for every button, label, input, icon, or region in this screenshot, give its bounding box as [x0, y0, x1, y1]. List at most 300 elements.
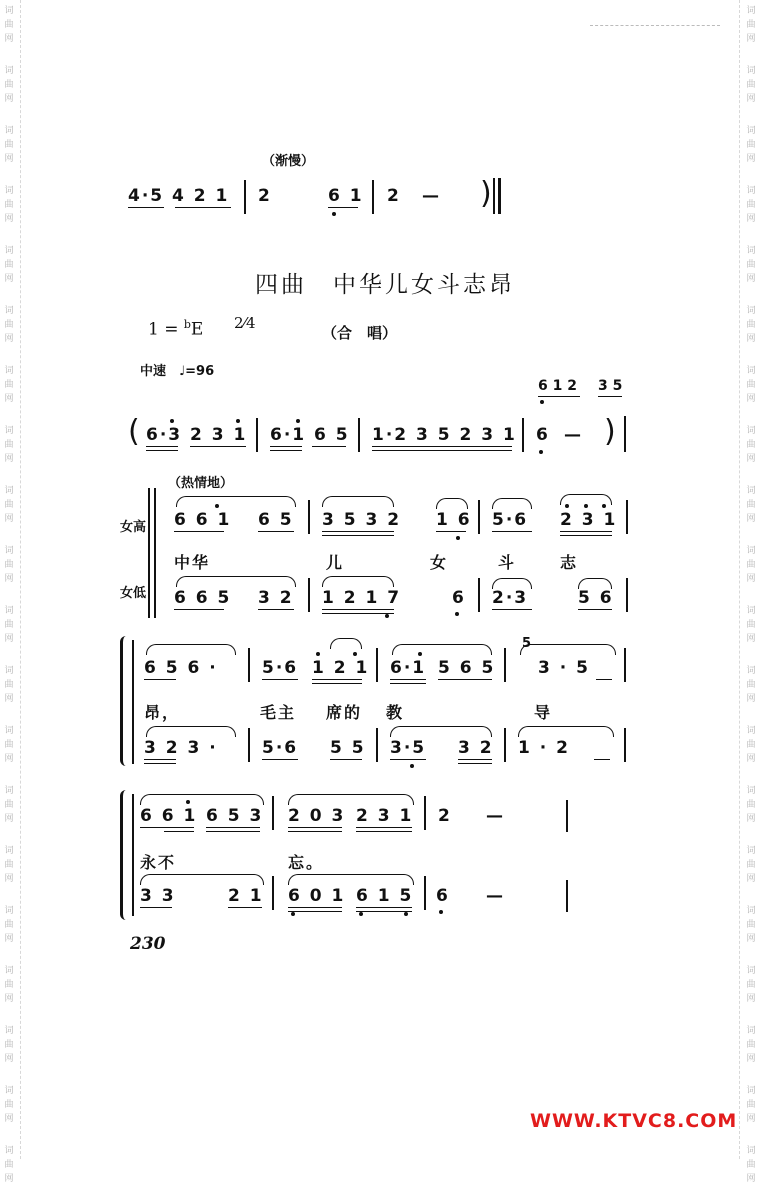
beam [270, 450, 302, 451]
time-signature: 2⁄4 [234, 314, 256, 332]
barline [248, 728, 250, 762]
tempo-indication: 中速 ♩=96 [140, 364, 215, 379]
watermark-char: 曲 [4, 200, 14, 210]
high-octave-dot [236, 419, 240, 423]
watermark-char: 曲 [4, 140, 14, 150]
watermark-char: 词 [746, 546, 756, 556]
beam [390, 683, 426, 684]
beam [288, 831, 342, 832]
s1-lower-2: 3 2 [258, 588, 294, 608]
beam [228, 907, 262, 908]
watermark-char: 曲 [4, 980, 14, 990]
beam [322, 531, 394, 532]
high-octave-dot [296, 419, 300, 423]
watermark-char: 词 [746, 426, 756, 436]
watermark-char: 网 [4, 94, 14, 104]
watermark-char: 曲 [4, 1160, 14, 1170]
s1-upper-3: 3 5 3 2 [322, 510, 402, 530]
watermark-char: 网 [746, 514, 756, 524]
watermark-char: 词 [746, 966, 756, 976]
tempo-mark: （渐慢） [262, 154, 315, 169]
watermark-char: 词 [746, 666, 756, 676]
watermark-char: 网 [4, 814, 14, 824]
beam [174, 531, 224, 532]
low-octave-dot [332, 212, 336, 216]
watermark-char: 曲 [4, 80, 14, 90]
beam [322, 609, 394, 610]
beam [560, 535, 612, 536]
page-number: 230 [130, 934, 166, 954]
watermark-char: 网 [746, 454, 756, 464]
barline [566, 800, 568, 832]
watermark-char: 词 [4, 666, 14, 676]
beam [390, 759, 426, 760]
beam [288, 911, 342, 912]
beam [146, 446, 178, 447]
beam [270, 446, 302, 447]
barline [424, 876, 426, 910]
beam [312, 679, 362, 680]
watermark-char: 词 [4, 1086, 14, 1096]
s2-upper-5: 5 6 5 [438, 658, 496, 678]
watermark-char: 词 [746, 1086, 756, 1096]
barline [244, 180, 246, 214]
watermark-char: 词 [746, 126, 756, 136]
high-octave-dot [584, 504, 588, 508]
watermark-char: 网 [746, 994, 756, 1004]
s3-lower-2: 2 1 [228, 886, 264, 906]
high-octave-dot [353, 652, 357, 656]
s2-upper-3: 1 2 1 [312, 658, 370, 678]
intro-line-m1: 6·3 2 3 1 [146, 425, 248, 445]
slur [288, 874, 414, 885]
dash: — [486, 886, 505, 906]
s2-lower-1: 3 2 3 · [144, 738, 218, 758]
beam [312, 683, 362, 684]
watermark-char: 词 [4, 186, 14, 196]
beam [322, 613, 394, 614]
beam [140, 827, 194, 828]
intro-measure-2: 2 [258, 186, 272, 206]
beam [258, 609, 294, 610]
s1-lower-4: 6 [452, 588, 466, 608]
beam [330, 759, 362, 760]
watermark-char: 词 [4, 966, 14, 976]
watermark-char: 网 [746, 754, 756, 764]
s3-upper-2: 6 5 3 [206, 806, 264, 826]
watermark-char: 曲 [4, 860, 14, 870]
pickup-notes-a: 6 1 2 [538, 378, 577, 394]
watermark-char: 网 [746, 694, 756, 704]
watermark-char: 曲 [746, 560, 756, 570]
beam [262, 759, 298, 760]
top-scan-line [590, 25, 720, 26]
s1-upper-6: 2 3 1 [560, 510, 618, 530]
watermark-char: 词 [746, 726, 756, 736]
beam [356, 831, 412, 832]
barline [308, 500, 310, 534]
s3-upper-4: 2 3 1 [356, 806, 414, 826]
system-bracket [132, 794, 134, 916]
beam [390, 679, 426, 680]
expression-mark: （热情地） [168, 476, 234, 491]
lyric: 志 [560, 553, 579, 572]
dash: — [486, 806, 505, 826]
beam [492, 531, 532, 532]
watermark-char: 曲 [746, 440, 756, 450]
right-watermark-column [744, 0, 758, 1184]
system-bracket [132, 640, 134, 764]
barline [424, 796, 426, 830]
lyric: 导 [534, 703, 553, 722]
beam [146, 450, 178, 451]
intro-measure-1: 4·5 4 2 1 [128, 186, 230, 206]
beam [288, 827, 342, 828]
watermark-char: 词 [4, 246, 14, 256]
barline [308, 578, 310, 612]
beam [560, 531, 612, 532]
high-octave-dot [170, 419, 174, 423]
watermark-char: 网 [746, 214, 756, 224]
barline [566, 880, 568, 912]
high-octave-dot [215, 504, 219, 508]
intro-line-m2: 6·1 6 5 [270, 425, 350, 445]
watermark-char: 网 [746, 574, 756, 584]
watermark-char: 词 [4, 606, 14, 616]
watermark-char: 曲 [746, 140, 756, 150]
watermark-char: 曲 [746, 620, 756, 630]
barline [504, 728, 506, 762]
beam [372, 450, 512, 451]
s3-lower-3: 6 0 1 [288, 886, 346, 906]
watermark-char: 网 [746, 814, 756, 824]
watermark-char: 网 [746, 1174, 756, 1184]
beam [206, 831, 260, 832]
low-octave-dot [540, 400, 544, 404]
slur [176, 576, 296, 587]
watermark-char: 曲 [4, 920, 14, 930]
s3-lower-1: 3 3 [140, 886, 176, 906]
system-brace [120, 790, 131, 920]
dash: — [564, 425, 583, 445]
watermark-char: 曲 [4, 380, 14, 390]
s1-upper-1: 6 6 1 [174, 510, 232, 530]
slur [518, 726, 614, 737]
watermark-char: 网 [4, 1114, 14, 1124]
left-margin-line [20, 0, 21, 1159]
beam [322, 535, 394, 536]
watermark-char: 曲 [746, 1160, 756, 1170]
watermark-char: 词 [4, 1146, 14, 1156]
barline [358, 418, 360, 452]
watermark-char: 词 [4, 6, 14, 16]
watermark-char: 词 [4, 366, 14, 376]
watermark-char: 曲 [4, 560, 14, 570]
watermark-char: 曲 [746, 1100, 756, 1110]
beam [438, 679, 492, 680]
watermark-char: 词 [4, 786, 14, 796]
s1-lower-3: 1 2 1 7 [322, 588, 402, 608]
slur [146, 726, 236, 737]
watermark-char: 曲 [746, 920, 756, 930]
watermark-char: 词 [746, 486, 756, 496]
beam [356, 827, 412, 828]
s2-lower-6: 1 · 2 [518, 738, 570, 758]
beam [128, 207, 164, 208]
slur [146, 644, 236, 655]
low-octave-dot [539, 450, 543, 454]
watermark-char: 网 [746, 1054, 756, 1064]
s1-lower-6: 5 6 [578, 588, 614, 608]
beam [144, 679, 176, 680]
s2-upper-6: 3 · 5 [538, 658, 590, 678]
watermark-char: 曲 [746, 740, 756, 750]
watermark-char: 曲 [4, 1100, 14, 1110]
lyric: 昂， [144, 703, 181, 722]
lyric: 斗 [498, 553, 517, 572]
watermark-char: 曲 [746, 200, 756, 210]
lyric: 席的 [326, 703, 363, 722]
low-octave-dot [439, 910, 443, 914]
beam [328, 207, 358, 208]
watermark-char: 网 [4, 214, 14, 224]
watermark-char: 曲 [746, 680, 756, 690]
watermark-char: 曲 [746, 980, 756, 990]
s1-upper-2: 6 5 [258, 510, 294, 530]
watermark-char: 曲 [4, 20, 14, 30]
barline [256, 418, 258, 452]
voice-label-lower: 女低 [120, 586, 147, 601]
s1-upper-5: 5·6 [492, 510, 529, 530]
barline [478, 500, 480, 534]
watermark-char: 网 [4, 574, 14, 584]
barline [626, 500, 628, 534]
watermark-char: 网 [4, 1054, 14, 1064]
slur [330, 638, 362, 649]
slur [392, 644, 492, 655]
barline [376, 648, 378, 682]
watermark-char: 曲 [4, 440, 14, 450]
beam [174, 609, 224, 610]
dash: — [422, 186, 441, 206]
beam [458, 763, 492, 764]
watermark-char: 网 [746, 1114, 756, 1124]
watermark-char: 网 [746, 94, 756, 104]
lyric: 中华 [174, 553, 211, 572]
watermark-char: 网 [746, 34, 756, 44]
part-number: 四曲 [255, 272, 307, 298]
barline [522, 418, 524, 452]
high-octave-dot [602, 504, 606, 508]
watermark-char: 网 [4, 1174, 14, 1184]
watermark-char: 曲 [746, 1040, 756, 1050]
watermark-char: 曲 [746, 320, 756, 330]
watermark-char: 词 [746, 1026, 756, 1036]
watermark-char: 网 [4, 334, 14, 344]
watermark-char: 词 [746, 606, 756, 616]
s1-upper-4: 1 6 [436, 510, 472, 530]
barline [248, 648, 250, 682]
intro-measure-3: 2 [387, 186, 401, 206]
system-bracket [148, 488, 150, 618]
beam [458, 759, 492, 760]
watermark-char: 曲 [4, 740, 14, 750]
barline [626, 578, 628, 612]
watermark-char: 词 [4, 906, 14, 916]
watermark-char: 词 [4, 846, 14, 856]
s2-lower-5: 3 2 [458, 738, 494, 758]
system-brace [120, 636, 131, 766]
intro-measure-2b: 6 1 [328, 186, 364, 206]
close-paren: ) [480, 176, 492, 211]
watermark-char: 网 [746, 394, 756, 404]
lyric: 永不 [140, 853, 177, 872]
slur [520, 644, 616, 655]
watermark-char: 曲 [4, 1040, 14, 1050]
watermark-char: 词 [746, 786, 756, 796]
watermark-char: 网 [746, 634, 756, 644]
lyric: 儿 [326, 553, 345, 572]
s1-lower-1: 6 6 5 [174, 588, 232, 608]
intro-line-m3: 1·2 3 5 2 3 1 [372, 425, 517, 445]
beam [288, 907, 342, 908]
watermark-char: 曲 [4, 500, 14, 510]
barline [272, 876, 274, 910]
low-octave-dot [291, 912, 295, 916]
lyric: 忘。 [288, 853, 325, 872]
beam [492, 609, 532, 610]
watermark-char: 网 [4, 454, 14, 464]
high-octave-dot [565, 504, 569, 508]
beam [144, 763, 176, 764]
watermark-char: 网 [4, 754, 14, 764]
final-barline [493, 178, 495, 214]
watermark-char: 词 [4, 546, 14, 556]
beam [164, 831, 194, 832]
barline [624, 728, 626, 762]
low-octave-dot [455, 612, 459, 616]
s1-lower-5: 2·3 [492, 588, 529, 608]
key-signature: 1 = $^b$E [148, 318, 204, 340]
watermark-char: 词 [746, 306, 756, 316]
barline [624, 416, 626, 452]
watermark-char: 词 [746, 66, 756, 76]
right-margin-line [739, 0, 740, 1159]
s2-lower-2: 5·6 [262, 738, 299, 758]
beam [356, 907, 412, 908]
song-title: 中华儿女斗志昂 [333, 272, 515, 298]
s3-upper-3: 2 0 3 [288, 806, 346, 826]
s3-lower-5: 6 [436, 886, 450, 906]
beam [262, 679, 298, 680]
final-barline-thick [498, 178, 501, 214]
beam [206, 827, 260, 828]
slur [436, 498, 468, 509]
barline [376, 728, 378, 762]
low-octave-dot [359, 912, 363, 916]
barline [504, 648, 506, 682]
barline [372, 180, 374, 214]
s2-lower-4: 3·5 [390, 738, 427, 758]
watermark-char: 词 [746, 366, 756, 376]
watermark-char: 网 [4, 274, 14, 284]
s2-upper-4: 6·1 [390, 658, 427, 678]
watermark-char: 曲 [4, 800, 14, 810]
lyric: 毛主 [260, 703, 297, 722]
watermark-char: 词 [4, 126, 14, 136]
watermark-char: 曲 [746, 260, 756, 270]
watermark-char: 曲 [746, 80, 756, 90]
beam [594, 759, 610, 760]
watermark-char: 网 [4, 154, 14, 164]
watermark-char: 网 [746, 154, 756, 164]
watermark-char: 网 [4, 394, 14, 404]
watermark-char: 曲 [746, 380, 756, 390]
watermark-char: 网 [746, 274, 756, 284]
watermark-char: 词 [746, 6, 756, 16]
beam [538, 396, 580, 397]
watermark-char: 曲 [746, 500, 756, 510]
beam [140, 907, 172, 908]
watermark-char: 网 [4, 994, 14, 1004]
voice-label: （合 唱） [322, 324, 398, 342]
left-watermark-column [2, 0, 16, 1184]
beam [372, 446, 512, 447]
watermark-char: 曲 [746, 800, 756, 810]
low-octave-dot [404, 912, 408, 916]
watermark-char: 曲 [746, 20, 756, 30]
watermark-char: 词 [746, 186, 756, 196]
watermark-char: 网 [4, 874, 14, 884]
watermark-char: 网 [4, 694, 14, 704]
watermark-char: 曲 [4, 260, 14, 270]
watermark-char: 曲 [4, 620, 14, 630]
voice-label-upper: 女高 [120, 520, 147, 535]
watermark-char: 网 [746, 934, 756, 944]
watermark-char: 网 [4, 934, 14, 944]
watermark-char: 曲 [746, 860, 756, 870]
watermark-char: 网 [4, 514, 14, 524]
high-octave-dot [316, 652, 320, 656]
watermark-char: 词 [746, 846, 756, 856]
watermark-char: 网 [746, 874, 756, 884]
watermark-char: 词 [4, 426, 14, 436]
s3-upper-1: 6 6 1 [140, 806, 198, 826]
beam [598, 396, 622, 397]
beam [190, 446, 246, 447]
s3-upper-5: 2 [438, 806, 452, 826]
barline [478, 578, 480, 612]
grace-note: 5 [522, 636, 532, 651]
lyric: 教 [386, 703, 405, 722]
watermark-char: 网 [746, 334, 756, 344]
watermark-char: 网 [4, 34, 14, 44]
system-bracket-thin [154, 488, 156, 618]
site-logo[interactable]: WWW.KTVC8.COM [530, 1110, 738, 1132]
beam [144, 759, 176, 760]
watermark-char: 词 [746, 1146, 756, 1156]
watermark-char: 词 [4, 726, 14, 736]
watermark-char: 曲 [4, 680, 14, 690]
watermark-char: 词 [4, 66, 14, 76]
barline [624, 648, 626, 682]
watermark-char: 词 [746, 906, 756, 916]
slur [140, 874, 264, 885]
slur [322, 576, 394, 587]
slur [492, 578, 532, 589]
watermark-char: 词 [4, 1026, 14, 1036]
beam [258, 531, 294, 532]
